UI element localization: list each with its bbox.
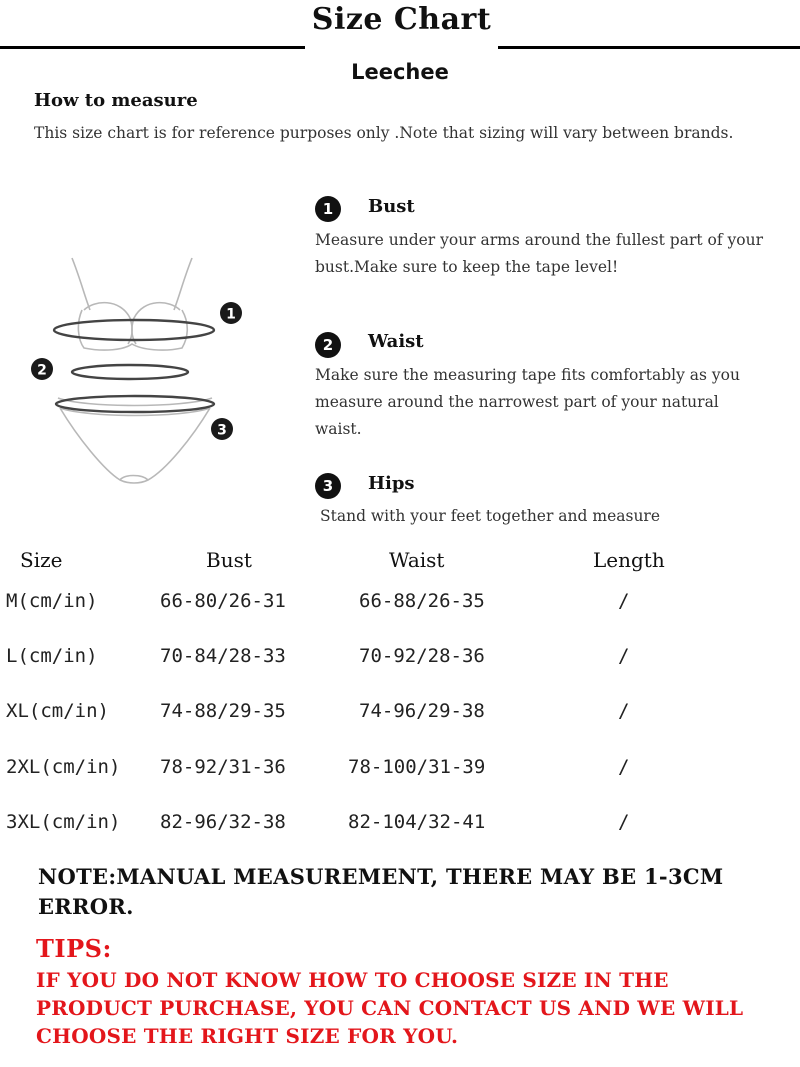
table-cell-length: /: [618, 590, 630, 612]
step-2-text: Make sure the measuring tape fits comfortably as you measure around the narrowest part of your natural waist.: [315, 366, 740, 438]
page-title: Size Chart: [311, 2, 492, 37]
table-cell-size: 3XL(cm/in): [6, 811, 121, 833]
table-cell-waist: 74-96/29-38: [359, 700, 485, 722]
table-cell-bust: 82-96/32-38: [160, 811, 286, 833]
marker-3-icon: [211, 418, 233, 440]
title-rule-left: [0, 46, 305, 49]
table-cell-length: /: [618, 645, 630, 667]
title-rule-right: [498, 46, 800, 49]
table-cell-waist: 78-100/31-39: [348, 756, 486, 778]
table-cell-bust: 74-88/29-35: [160, 700, 286, 722]
tips-text: IF YOU DO NOT KNOW HOW TO CHOOSE SIZE IN THE PRODUCT PURCHASE, YOU CAN CONTACT US AND WE WILL CHOOSE THE RIGHT SIZE FOR YOU.: [36, 968, 744, 1048]
table-cell-size: L(cm/in): [6, 645, 98, 667]
table-cell-waist: 66-88/26-35: [359, 590, 485, 612]
step-3-number: 3: [315, 473, 341, 499]
marker-1-icon: [220, 302, 242, 324]
table-cell-size: M(cm/in): [6, 590, 98, 612]
table-cell-size: XL(cm/in): [6, 700, 109, 722]
step-1-title: Bust: [368, 196, 415, 217]
table-cell-waist: 70-92/28-36: [359, 645, 485, 667]
bikini-measurement-diagram-icon: [24, 248, 254, 493]
table-cell-length: /: [618, 756, 630, 778]
step-2-title: Waist: [368, 331, 424, 352]
table-cell-bust: 70-84/28-33: [160, 645, 286, 667]
svg-text:2: 2: [37, 362, 47, 379]
table-cell-waist: 82-104/32-41: [348, 811, 486, 833]
table-cell-bust: 66-80/26-31: [160, 590, 286, 612]
how-to-measure-text: This size chart is for reference purposes only .Note that sizing will vary between brands.: [34, 124, 734, 142]
tips-heading: TIPS:: [36, 934, 112, 963]
manual-measurement-note: NOTE:MANUAL MEASUREMENT, THERE MAY BE 1-3CM ERROR.: [38, 864, 724, 919]
table-cell-bust: 78-92/31-36: [160, 756, 286, 778]
table-cell-length: /: [618, 811, 630, 833]
step-2-number: 2: [315, 332, 341, 358]
table-header-length: Length: [593, 548, 665, 572]
marker-2-icon: [31, 358, 53, 380]
step-3-title: Hips: [368, 473, 415, 494]
table-cell-length: /: [618, 700, 630, 722]
step-1-number: 1: [315, 196, 341, 222]
bikini-diagram-svg: [24, 248, 254, 493]
how-to-measure-heading: How to measure: [34, 90, 198, 111]
table-header-bust: Bust: [206, 548, 252, 572]
step-3-text: Stand with your feet together and measure: [320, 507, 661, 525]
step-1-text: Measure under your arms around the fullest part of your bust.Make sure to keep the tape level!: [315, 231, 763, 276]
table-header-waist: Waist: [389, 548, 445, 572]
svg-text:1: 1: [226, 306, 236, 323]
table-header-size: Size: [20, 548, 63, 572]
table-cell-size: 2XL(cm/in): [6, 756, 121, 778]
svg-text:3: 3: [217, 422, 227, 439]
brand-name: Leechee: [351, 60, 449, 84]
